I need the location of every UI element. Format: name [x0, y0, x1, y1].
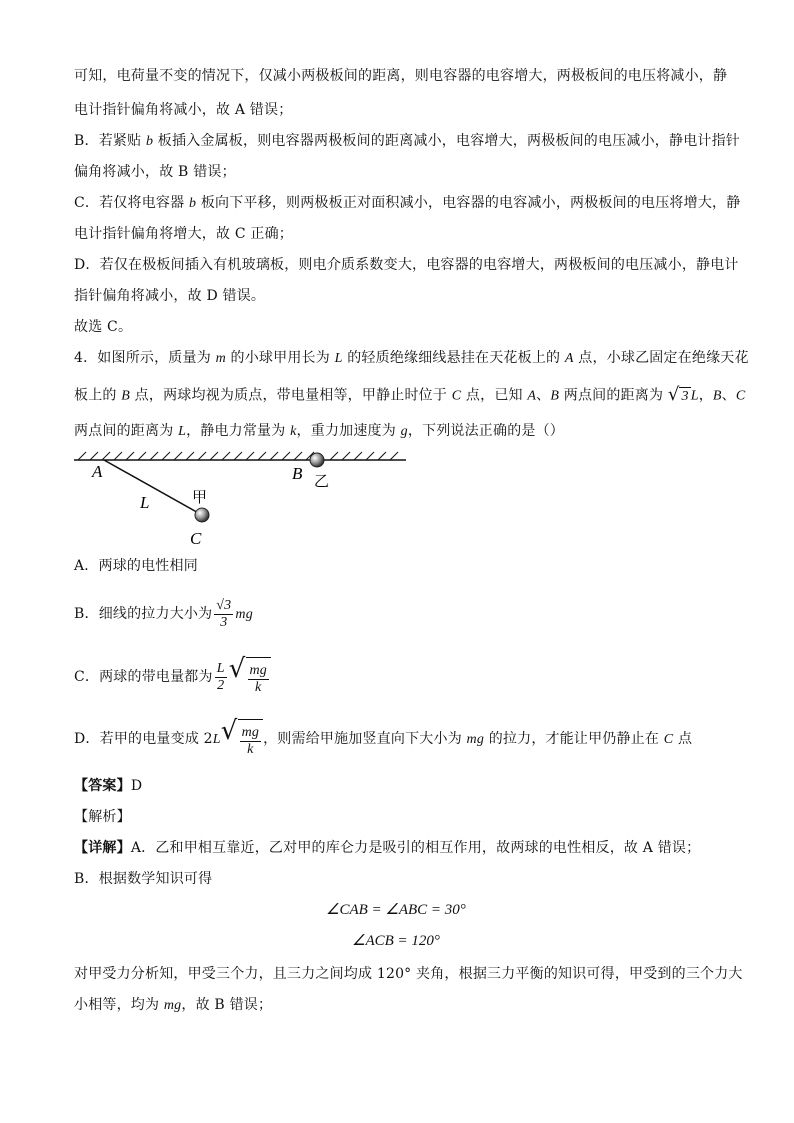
option-b: B．细线的拉力大小为 $\frac{√3}{3}$ mg	[74, 597, 253, 630]
label-a: A	[92, 462, 103, 481]
text-line-7: D．若仅在极板间插入有机玻璃板，则电介质系数变大，电容器的电容增大，两极板间的电压减小，静电计	[74, 257, 739, 273]
ceiling-hatch	[78, 452, 398, 460]
ball-yi	[310, 453, 324, 467]
text-line-6: 电计指针偏角将增大，故 C 正确；	[74, 226, 294, 242]
force-line-1: 对甲受力分析知，甲受三个力，且三力之间均成 120° 夹角，根据三力平衡的知识可得，甲受到的三个力大	[74, 966, 743, 982]
analysis-tag: 【解析】	[74, 809, 131, 825]
text-line-9: 故选 C。	[74, 319, 133, 335]
label-jia: 甲	[192, 490, 208, 506]
question-line-1: 4．如图所示，质量为 m 的小球甲用长为 L 的轻质绝缘细线悬挂在天花板上的 A 点，小球乙固定在绝缘天花	[74, 350, 749, 366]
sqrt-mg-over-k-d: √ $\frac{mg}{k}$	[221, 716, 263, 762]
sqrt-mg-over-k: √ $\frac{mg}{k}$	[229, 654, 271, 700]
question-line-3: 两点间的距离为 L，静电力常量为 k，重力加速度为 g，下列说法正确的是（）	[74, 423, 565, 439]
equation-2: ∠ACB = 120°	[352, 933, 440, 949]
force-line-2: 小相等，均为 mg，故 B 错误；	[74, 997, 273, 1013]
text-line-8: 指针偏角将减小，故 D 错误。	[74, 288, 266, 304]
question-line-2: 板上的 B 点，两球均视为质点，带电量相等，甲静止时位于 C 点，已知 A、B 两点间的距离为 √ 3 L，B、C	[74, 384, 746, 405]
label-yi: 乙	[314, 474, 330, 490]
text-line-3: B．若紧贴 b 板插入金属板，则电容器两极板间的距离减小，电容增大，两极板间的电压减小，静电计指针	[74, 133, 741, 149]
answer-line: 【答案】D	[74, 778, 143, 794]
physics-diagram	[70, 446, 410, 546]
option-c: C．两球的带电量都为 $\frac{L}{2}$ √ $\frac{mg}{k}$	[74, 654, 271, 700]
ball-jia	[195, 508, 209, 522]
text-line-1: 可知，电荷量不变的情况下，仅减小两极板间的距离，则电容器的电容增大，两极板间的电压将减小，静	[74, 68, 728, 84]
equation-1: ∠CAB = ∠ABC = 30°	[326, 902, 466, 918]
text-line-4: 偏角将减小，故 B 错误；	[74, 164, 236, 180]
option-d: D．若甲的电量变成 2L √ $\frac{mg}{k}$ ，则需给甲施加竖直向下大小为 mg 的拉力，才能让甲仍静止在 C 点	[74, 716, 692, 762]
label-b: B	[292, 464, 303, 483]
label-c: C	[190, 529, 202, 546]
detail-a: 【详解】A．乙和甲相互靠近，乙对甲的库仑力是吸引的相互作用，故两球的电性相反，故 A 错误；	[74, 840, 701, 856]
text-line-5: C．若仅将电容器 b 板向下平移，则两极板正对面积减小，电容器的电容减小，两极板间的电压将增大，静	[74, 195, 741, 211]
frac-l-over-2: $\frac{L}{2}$	[216, 660, 225, 693]
text-line-2: 电计指针偏角将减小，故 A 错误；	[74, 102, 293, 118]
frac-sqrt3-over-3: $\frac{√3}{3}$	[216, 597, 232, 630]
string-line	[104, 460, 202, 515]
sqrt-3: √ 3	[667, 384, 689, 405]
option-a: A．两球的电性相同	[74, 558, 198, 574]
detail-b: B．根据数学知识可得	[74, 871, 213, 887]
label-l: L	[140, 493, 150, 512]
